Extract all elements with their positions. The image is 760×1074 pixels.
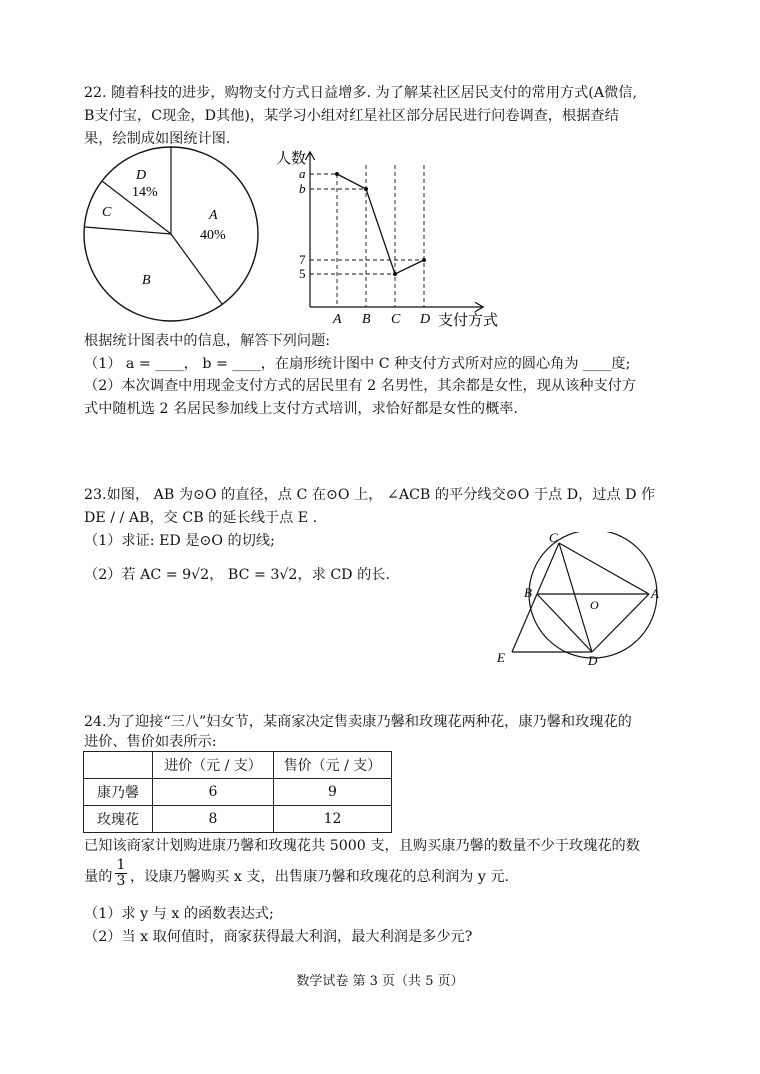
xtick-a: A — [333, 312, 342, 327]
q22-line-2: B支付宝，C现金，D其他)，某学习小组对红星社区部分居民进行问卷调查，根据查结 — [84, 108, 619, 124]
pie-label-c: C — [102, 205, 112, 220]
q23-line-1: 23.如图， AB 为⊙O 的直径，点 C 在⊙O 上， ∠ACB 的平分线交⊙O 于点 D，过点 D 作 — [84, 487, 656, 503]
segment-be — [512, 594, 537, 652]
table-header: 进价（元 / 支） — [153, 752, 274, 779]
q23-line-3: （1）求证: ED 是⊙O 的切线; — [84, 533, 275, 549]
ytick-a: a — [299, 166, 306, 181]
data-line — [337, 174, 424, 274]
segment-ad — [592, 594, 649, 652]
fraction-numerator: 1 — [116, 857, 126, 873]
point-label-b: B — [524, 585, 532, 600]
ytick-5: 5 — [299, 266, 306, 281]
q22-line-7: 式中随机选 2 名居民参加线上支付方式培训，求恰好都是女性的概率. — [84, 401, 518, 417]
x-axis-label: 支付方式 — [438, 313, 499, 329]
table-header — [84, 752, 153, 779]
table-header: 售价（元 / 支） — [274, 752, 392, 779]
xtick-b: B — [362, 312, 371, 327]
pie-pct-d: 14% — [132, 185, 158, 200]
pie-label-d: D — [136, 168, 147, 183]
q24-line-6: （2）当 x 取何值时，商家获得最大利润，最大利润是多少元? — [84, 929, 473, 945]
price-table — [83, 751, 392, 833]
pie-radius-b-c — [85, 227, 171, 234]
circle-o — [529, 532, 657, 658]
q22-line-6: （2）本次调查中用现金支付方式的居民里有 2 名男性，其余都是女性，现从该种支付方 — [84, 378, 637, 394]
q23-line-2: DE / / AB，交 CB 的延长线于点 E . — [84, 510, 318, 526]
pie-pct-a: 40% — [200, 228, 226, 243]
table-cell: 6 — [153, 779, 274, 806]
segment-cb — [537, 543, 559, 594]
xtick-d: D — [420, 312, 431, 327]
q22-line-1: 22. 随着科技的进步，购物支付方式日益增多. 为了解某社区居民支付的常用方式(A微信, — [84, 85, 637, 101]
point-label-a: A — [651, 586, 659, 601]
line-chart — [270, 145, 510, 330]
point-label-c: C — [549, 532, 558, 545]
q24-line-5: （1）求 y 与 x 的函数表达式; — [84, 906, 274, 922]
table-row — [84, 779, 392, 806]
pie-radius-a-b — [171, 234, 222, 304]
pie-chart — [82, 144, 262, 324]
geometry-figure — [490, 532, 695, 672]
ytick-7: 7 — [299, 252, 306, 267]
table-cell: 12 — [274, 806, 392, 833]
table-cell: 玫瑰花 — [84, 806, 153, 833]
q23-line-4: （2）若 AC = 9√2， BC = 3√2，求 CD 的长. — [84, 567, 390, 583]
table-header-row — [84, 752, 392, 779]
q24-line-3: 已知该商家计划购进康乃馨和玫瑰花共 5000 支，且购买康乃馨的数量不少于玫瑰花的数 — [84, 838, 640, 854]
point-c — [393, 272, 397, 276]
q22-line-5: （1） a = ____， b = ____，在扇形统计图中 C 种支付方式所对应的圆心角为 ____度; — [84, 356, 631, 372]
q22-line-4: 根据统计图表中的信息，解答下列问题: — [84, 333, 330, 349]
q24-line-2: 进价、售价如表所示: — [84, 734, 217, 750]
page-footer: 数学试卷 第 3 页（共 5 页） — [296, 974, 464, 989]
point-label-d: D — [588, 653, 598, 668]
point-label-e: E — [497, 650, 505, 665]
point-b — [364, 187, 368, 191]
point-a — [335, 172, 339, 176]
q24-line-4b: ，设康乃馨购买 x 支，出售康乃馨和玫瑰花的总利润为 y 元. — [130, 869, 510, 885]
table-row — [84, 806, 392, 833]
q24-line-1: 24.为了迎接“三八”妇女节，某商家决定售卖康乃馨和玫瑰花两种花，康乃馨和玫瑰花的 — [84, 714, 632, 730]
table-cell: 康乃馨 — [84, 779, 153, 806]
xtick-c: C — [391, 312, 401, 327]
point-label-o: O — [590, 598, 599, 612]
ytick-b: b — [299, 181, 306, 196]
table-cell: 9 — [274, 779, 392, 806]
point-d — [422, 258, 426, 262]
q22-line-3: 果，绘制成如图统计图. — [84, 131, 231, 147]
fraction-denominator: 3 — [116, 873, 126, 889]
table-cell: 8 — [153, 806, 274, 833]
fraction-one-third — [115, 858, 127, 889]
y-axis-label: 人数 — [276, 151, 307, 167]
pie-label-a: A — [209, 208, 218, 223]
q24-line-4a: 量的 — [84, 869, 113, 885]
pie-label-b: B — [142, 273, 151, 288]
